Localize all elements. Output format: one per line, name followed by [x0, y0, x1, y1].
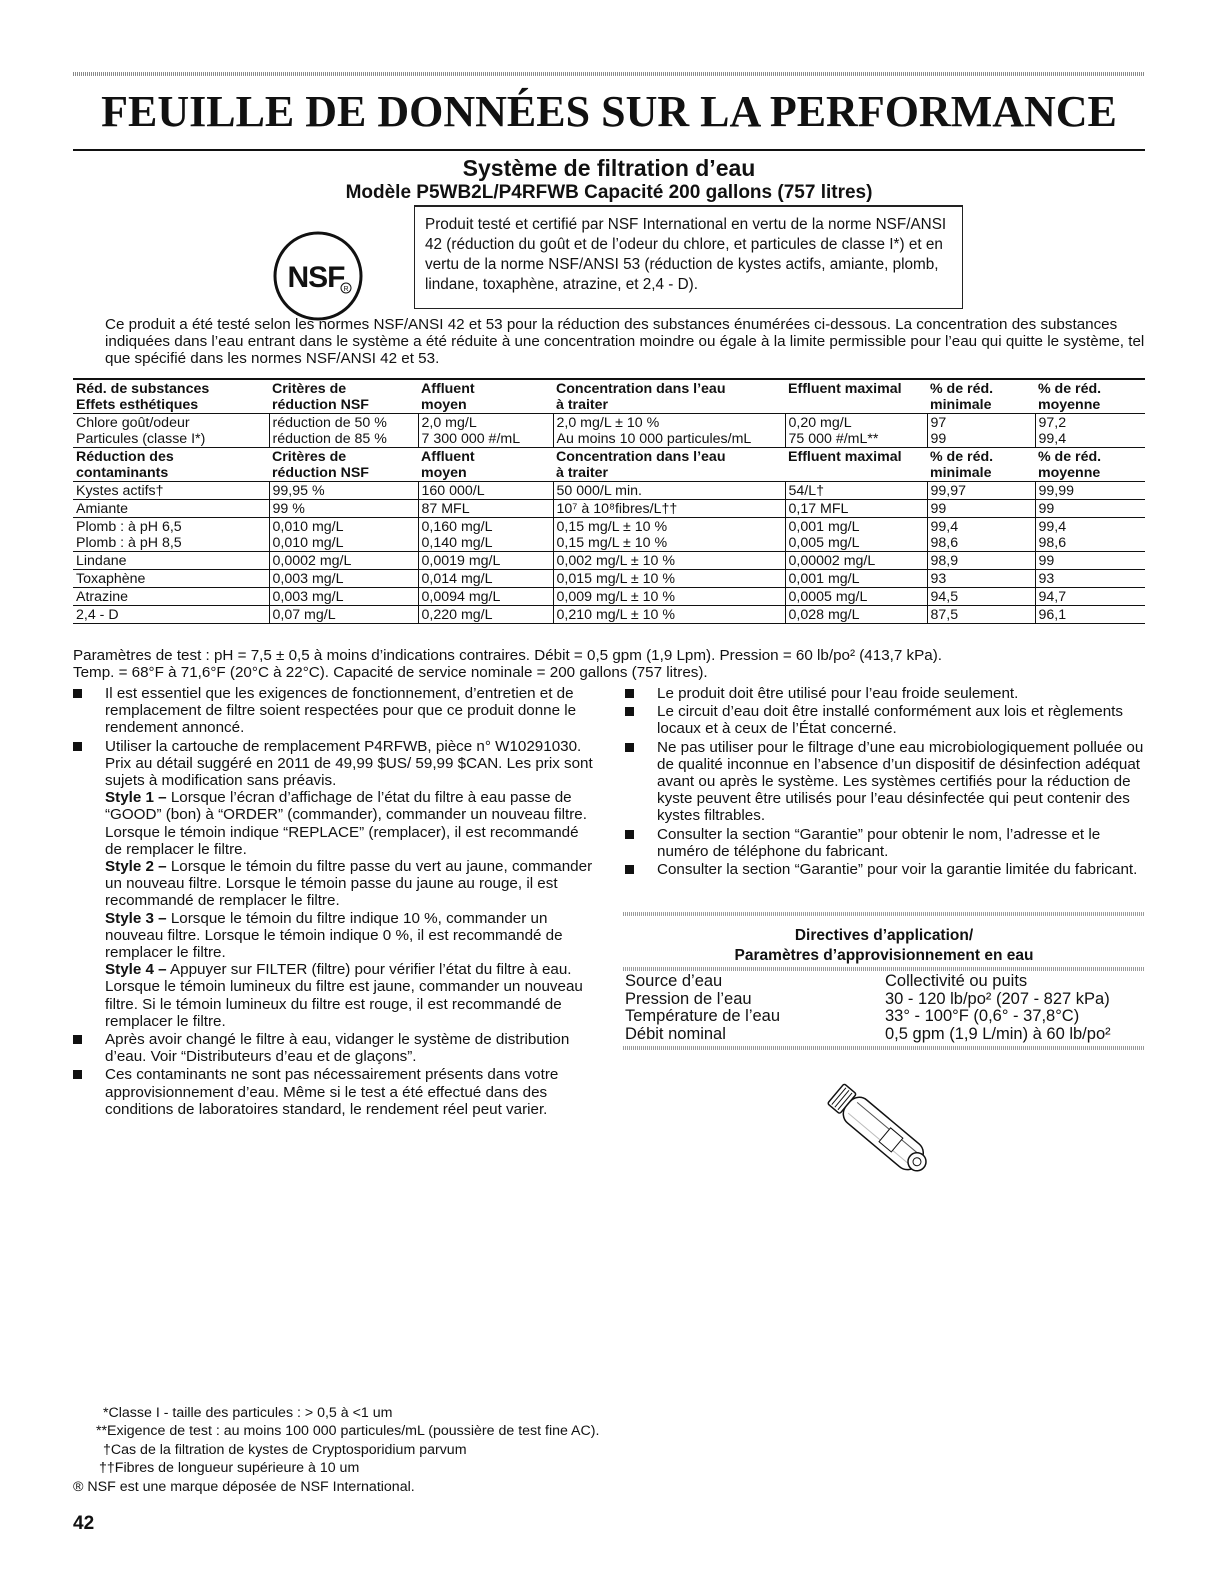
left-bullet-list	[73, 685, 593, 1119]
table-cell: 0,160 mg/L 0,140 mg/L	[418, 518, 553, 552]
intro-paragraph: Ce produit a été testé selon les normes NSF/ANSI 42 et 53 pour la réduction des substances énumérées ci-dessous. La concentration des substances indiquées dans l’eau entrant dans le système a été réduite à une concentration moindre ou égale à la limite permissible pour l’eau qui quitte le système, tel que spécifié dans les normes NSF/ANSI 42 et 53.	[105, 316, 1145, 367]
directives-title-line2: Paramètres d’approvisionnement en eau	[734, 947, 1034, 964]
table-cell: 2,4 - D	[73, 606, 269, 624]
table-cell: 0,0002 mg/L	[269, 552, 418, 570]
test-parameters-line1: Paramètres de test : pH = 7,5 ± 0,5 à moins d’indications contraires. Débit = 0,5 gpm (1,9 Lpm). Pression = 60 lb/po² (413,7 kPa).	[73, 647, 942, 664]
table-cell: Lindane	[73, 552, 269, 570]
bullet-square-icon	[73, 742, 82, 751]
column-header: Effluent maximal	[785, 379, 927, 414]
table-cell: 99	[927, 500, 1035, 518]
table-row: Pression de l’eau 30 - 120 lb/po² (207 - 827 kPa)	[625, 989, 1110, 1008]
table-row	[73, 606, 1145, 624]
list-item: Après avoir changé le filtre à eau, vidanger le système de distribution d’eau. Voir “Distributeurs d’eau et de glaçons”.	[73, 1031, 593, 1065]
table-cell: 10⁷ à 10⁸fibres/L††	[553, 500, 785, 518]
table-cell: 99 %	[269, 500, 418, 518]
column-header: Concentration dans l’eau à traiter	[553, 379, 785, 414]
style-2-text: Style 2 – Lorsque le témoin du filtre passe du vert au jaune, commander un nouveau filtre. Lorsque le témoin passe du jaune au rouge, il est recommandé de remplacer le filtre.	[105, 858, 593, 910]
table-cell: 94,7	[1035, 588, 1145, 606]
bullet-square-icon	[73, 1070, 82, 1079]
bullet-square-icon	[625, 830, 634, 839]
table-cell: 0,001 mg/L 0,005 mg/L	[785, 518, 927, 552]
list-item: Consulter la section “Garantie” pour voir la garantie limitée du fabricant.	[625, 861, 1145, 878]
table-cell: 0,028 mg/L	[785, 606, 927, 624]
table-cell: 0,009 mg/L ± 10 %	[553, 588, 785, 606]
table-row	[73, 588, 1145, 606]
table-cell: 54/L†	[785, 482, 927, 500]
table-cell: 50 000/L min.	[553, 482, 785, 500]
footnote: †Cas de la filtration de kystes de Cryptosporidium parvum	[103, 1441, 467, 1458]
table-cell: 93	[927, 570, 1035, 588]
column-header: % de réd. minimale	[927, 379, 1035, 414]
table-cell: 99	[1035, 552, 1145, 570]
bullet-square-icon	[625, 865, 634, 874]
list-item: Consulter la section “Garantie” pour obtenir le nom, l’adresse et le numéro de téléphone du fabricant.	[625, 826, 1145, 860]
table-cell: 0,0094 mg/L	[418, 588, 553, 606]
table-row	[73, 482, 1145, 500]
nsf-logo-icon	[272, 230, 364, 322]
list-item: Ces contaminants ne sont pas nécessairement présents dans votre approvisionnement d’eau. Même si le test a été effectué dans des conditions de laboratoires standard, le rendement réel peut varier.	[73, 1066, 593, 1118]
table-cell: Amiante	[73, 500, 269, 518]
table-cell: 2,0 mg/L 7 300 000 #/mL	[418, 414, 553, 448]
column-header: Affluent moyen	[418, 379, 553, 414]
performance-table	[73, 378, 1145, 624]
section-title: Système de filtration d’eau	[462, 155, 756, 181]
table-cell: 99	[1035, 500, 1145, 518]
table-cell: Kystes actifs†	[73, 482, 269, 500]
table-row: Température de l’eau 33° - 100°F (0,6° - 37,8°C)	[625, 1007, 1080, 1025]
page-number: 42	[73, 1513, 95, 1534]
column-header: Réduction des contaminants	[73, 448, 269, 482]
style-4-text: Style 4 – Appuyer sur FILTER (filtre) pour vérifier l’état du filtre à eau. Lorsque le témoin lumineux du filtre est jaune, commander un nouveau filtre. Si le témoin lumineux du filtre est rouge, il est recommandé de remplacer le filtre.	[105, 961, 583, 1030]
table-cell: 87,5	[927, 606, 1035, 624]
style-3-text: Style 3 – Lorsque le témoin du filtre indique 10 %, commander un nouveau filtre. Lorsque le témoin indique 0 %, il est recommandé de remplacer le filtre.	[105, 909, 563, 962]
column-header: Effluent maximal	[785, 448, 927, 482]
table-header-row	[73, 448, 1145, 482]
table-cell: 0,001 mg/L	[785, 570, 927, 588]
supply-top-rule	[623, 967, 1145, 971]
style-1-text: Style 1 – Lorsque l’écran d’affichage de l’état du filtre à eau passe de “GOOD” (bon) à “ORDER” (commander), commander un nouveau filtre. Lorsque le témoin indique “REPLACE” (remplacer), il est recommandé de remplacer le filtre.	[105, 789, 587, 858]
table-row	[73, 500, 1145, 518]
table-cell: 99,97	[927, 482, 1035, 500]
table-cell: Plomb : à pH 6,5 Plomb : à pH 8,5	[73, 518, 269, 552]
column-header: Réd. de substances Effets esthétiques	[73, 379, 269, 414]
table-cell: 0,002 mg/L ± 10 %	[553, 552, 785, 570]
table-cell: 0,003 mg/L	[269, 570, 418, 588]
footnote: ® NSF est une marque déposée de NSF International.	[73, 1478, 415, 1495]
test-parameters-line2: Temp. = 68°F à 71,6°F (20°C à 22°C). Capacité de service nominale = 200 gallons (757 litres).	[73, 664, 708, 681]
right-bullet-list	[625, 685, 1145, 879]
table-cell: 0,220 mg/L	[418, 606, 553, 624]
table-cell: 99,4 98,6	[927, 518, 1035, 552]
table-cell: 0,010 mg/L 0,010 mg/L	[269, 518, 418, 552]
bullet-square-icon	[625, 707, 634, 716]
table-cell: 96,1	[1035, 606, 1145, 624]
table-cell: 0,00002 mg/L	[785, 552, 927, 570]
supply-bottom-rule	[623, 1046, 1145, 1050]
list-item: Le circuit d’eau doit être installé conformément aux lois et règlements locaux et à ceux de l’État concerné.	[625, 703, 1145, 737]
bullet-square-icon	[625, 689, 634, 698]
model-subtitle: Modèle P5WB2L/P4RFWB Capacité 200 gallons (757 litres)	[345, 182, 873, 203]
table-row	[73, 552, 1145, 570]
footnote: **Exigence de test : au moins 100 000 particules/mL (poussière de test fine AC).	[96, 1423, 600, 1440]
footnote: ††Fibres de longueur supérieure à 10 um	[99, 1460, 360, 1477]
table-cell: 99,4 98,6	[1035, 518, 1145, 552]
column-header: % de réd. minimale	[927, 448, 1035, 482]
column-header: Affluent moyen	[418, 448, 553, 482]
page-title: FEUILLE DE DONNÉES SUR LA PERFORMANCE	[101, 87, 1117, 136]
column-header: Critères de réduction NSF	[269, 448, 418, 482]
column-header: Critères de réduction NSF	[269, 379, 418, 414]
table-cell: 98,9	[927, 552, 1035, 570]
list-item: Ne pas utiliser pour le filtrage d’une eau microbiologiquement polluée ou de qualité inconnue en l’absence d’un dispositif de désinfection adéquat avant ou après le système. Les systèmes certifiés pour la réduction de kyste peuvent être utilisés pour l’eau désinfectée qui peut contenir des kystes filtrables.	[625, 739, 1145, 825]
test-parameters	[73, 647, 1145, 681]
column-header: Concentration dans l’eau à traiter	[553, 448, 785, 482]
table-row	[73, 518, 1145, 552]
footnotes	[73, 1404, 973, 1496]
footnote: *Classe I - taille des particules : > 0,5 à <1 um	[103, 1405, 393, 1421]
table-cell: Chlore goût/odeur Particules (classe I*)	[73, 414, 269, 448]
table-header-row	[73, 379, 1145, 414]
table-row	[73, 414, 1145, 448]
table-cell: 0,20 mg/L 75 000 #/mL**	[785, 414, 927, 448]
svg-text:R: R	[343, 286, 349, 293]
table-row	[73, 570, 1145, 588]
table-cell: 0,0005 mg/L	[785, 588, 927, 606]
list-item: Utiliser la cartouche de remplacement P4RFWB, pièce n° W10291030. Prix au détail suggéré en 2011 de 49,99 $US/ 59,99 $CAN. Les prix sont sujets à modification sans préavis. Style 1 – Lorsque l’écran d’affichage de l’état du filtre à eau passe de “GOOD” (bon) à “ORDER” (commander), commander un nouveau filtre. Lorsque le témoin indique “REPLACE” (remplacer), il est recommandé de remplacer le filtre. Style 2 – Lorsque le témoin du filtre passe du vert au jaune, commander un nouveau filtre. Lorsque le témoin passe du jaune au rouge, il est recommandé de remplacer le filtre. Style 3 – Lorsque le témoin du filtre indique 10 %, commander un nouveau filtre. Lorsque le témoin indique 0 %, il est recommandé de remplacer le filtre. Style 4 – Appuyer sur FILTER (filtre) pour vérifier l’état du filtre à eau. Lorsque le témoin lumineux du filtre est jaune, commander un nouveau filtre. Si le témoin lumineux du filtre est rouge, il est recommandé de remplacer le filtre.	[73, 738, 593, 1030]
table-cell: Toxaphène	[73, 570, 269, 588]
bullet-square-icon	[625, 743, 634, 752]
table-row: Débit nominal 0,5 gpm (1,9 L/min) à 60 lb/po²	[625, 1024, 1111, 1043]
bullet-square-icon	[73, 689, 82, 698]
table-cell: 2,0 mg/L ± 10 % Au moins 10 000 particules/mL	[553, 414, 785, 448]
bullet-square-icon	[73, 1035, 82, 1044]
table-cell: 94,5	[927, 588, 1035, 606]
table-cell: 0,210 mg/L ± 10 %	[553, 606, 785, 624]
list-item: Il est essentiel que les exigences de fonctionnement, d’entretien et de remplacement de filtre soient respectées pour que ce produit donne le rendement annoncé.	[73, 685, 593, 737]
table-cell: 0,014 mg/L	[418, 570, 553, 588]
directives-title-line1: Directives d’application/	[794, 927, 974, 944]
supply-parameters-table	[625, 973, 1145, 1043]
nsf-logo-text: NSF	[287, 261, 345, 294]
table-cell: 0,0019 mg/L	[418, 552, 553, 570]
table-cell: 87 MFL	[418, 500, 553, 518]
table-cell: 160 000/L	[418, 482, 553, 500]
table-cell: 0,15 mg/L ± 10 % 0,15 mg/L ± 10 %	[553, 518, 785, 552]
directives-title	[623, 926, 1145, 966]
table-cell: 99,99	[1035, 482, 1145, 500]
table-cell: Atrazine	[73, 588, 269, 606]
directives-top-rule	[623, 912, 1145, 916]
table-cell: 0,07 mg/L	[269, 606, 418, 624]
table-cell: 97 99	[927, 414, 1035, 448]
table-cell: 93	[1035, 570, 1145, 588]
table-row: Source d’eau Collectivité ou puits	[625, 972, 1028, 990]
table-cell: 0,17 MFL	[785, 500, 927, 518]
water-filter-cartridge-icon	[822, 1080, 942, 1190]
certification-box: Produit testé et certifié par NSF International en vertu de la norme NSF/ANSI 42 (réduction du goût et de l’odeur du chlore, et particules de classe I*) et en vertu de la norme NSF/ANSI 53 (réduction de kystes actifs, amiante, plomb, lindane, toxaphène, atrazine, et 2,4 - D).	[414, 207, 963, 309]
table-cell: 0,003 mg/L	[269, 588, 418, 606]
column-header: % de réd. moyenne	[1035, 448, 1145, 482]
table-cell: 0,015 mg/L ± 10 %	[553, 570, 785, 588]
column-header: % de réd. moyenne	[1035, 379, 1145, 414]
table-cell: réduction de 50 % réduction de 85 %	[269, 414, 418, 448]
table-cell: 99,95 %	[269, 482, 418, 500]
title-rule	[73, 149, 1145, 151]
top-decorative-rule	[73, 72, 1145, 76]
table-cell: 97,2 99,4	[1035, 414, 1145, 448]
list-item: Le produit doit être utilisé pour l’eau froide seulement.	[625, 685, 1145, 702]
